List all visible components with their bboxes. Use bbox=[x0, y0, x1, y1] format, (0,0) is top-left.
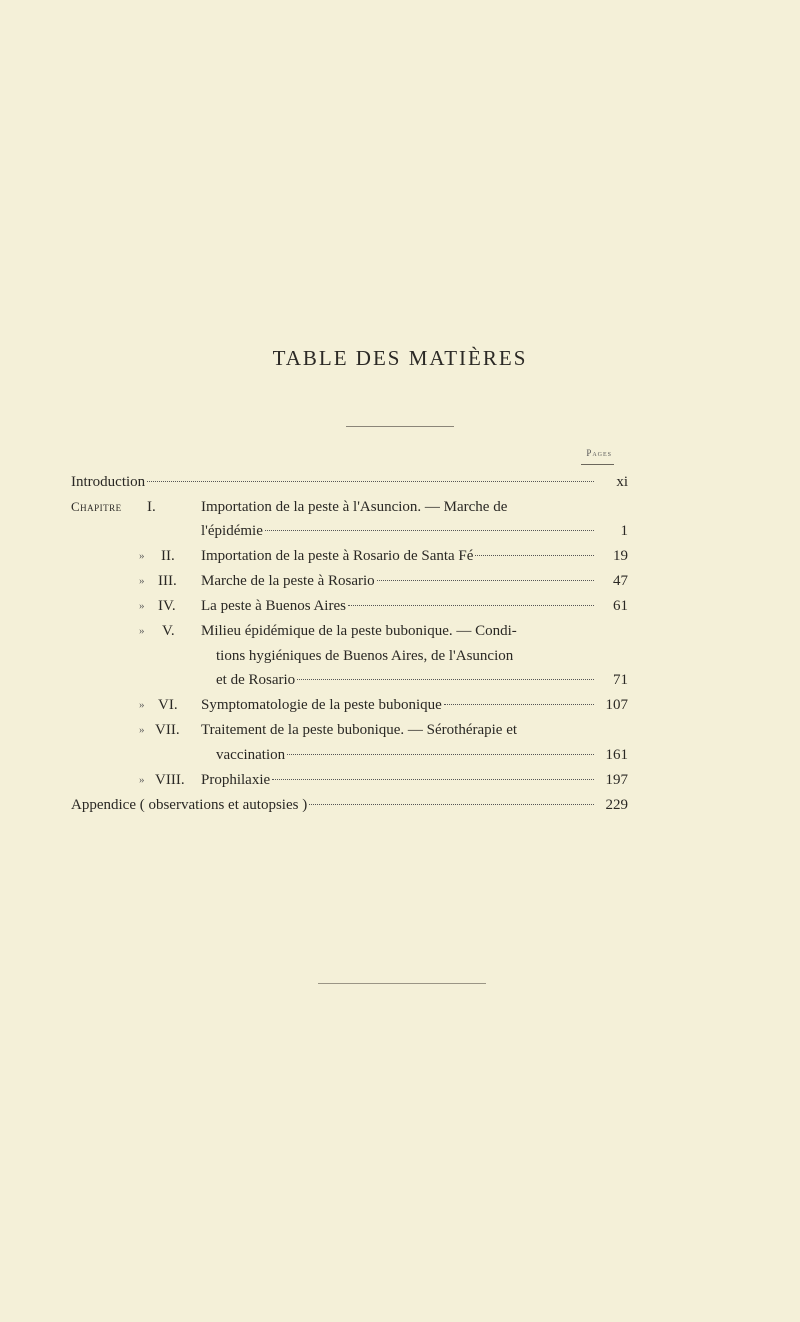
leader-dots bbox=[444, 704, 594, 705]
entry-line bbox=[216, 669, 600, 691]
page-number: 71 bbox=[613, 672, 628, 688]
entry-line bbox=[201, 520, 600, 542]
entry-title-line-2: tions hygiéniques de Buenos Aires, de l'Asuncion bbox=[216, 648, 514, 664]
entry-title: La peste à Buenos Aires bbox=[201, 598, 346, 614]
leader-dots bbox=[309, 804, 594, 805]
page-number: 107 bbox=[605, 697, 628, 713]
chapter-number: II. bbox=[161, 548, 175, 564]
page-number: 61 bbox=[613, 598, 628, 614]
chapter-number: IV. bbox=[158, 598, 176, 614]
chapter-label: Chapitre bbox=[71, 499, 122, 514]
toc-entry-chapter-4[interactable] bbox=[0, 595, 800, 617]
entry-line bbox=[216, 744, 600, 766]
toc-entry-chapter-6[interactable] bbox=[0, 694, 800, 716]
entry-title: Prophilaxie bbox=[201, 772, 271, 788]
entry-title: Introduction bbox=[71, 474, 146, 490]
entry-title-line-1: Traitement de la peste bubonique. — Sérothérapie et bbox=[201, 722, 518, 738]
chapter-number: VIII. bbox=[155, 772, 185, 788]
ditto-mark: » bbox=[139, 724, 145, 736]
entry-title-line-1: Milieu épidémique de la peste bubonique. — Condi- bbox=[201, 623, 517, 639]
toc-entry-chapter-7-cont[interactable] bbox=[0, 744, 800, 766]
page-title: TABLE DES MATIÈRES bbox=[272, 346, 528, 370]
page-number: xi bbox=[616, 474, 628, 490]
leader-dots bbox=[377, 580, 594, 581]
leader-dots bbox=[348, 605, 594, 606]
toc-entry-chapter-2[interactable] bbox=[0, 545, 800, 567]
chapter-number: VI. bbox=[158, 697, 178, 713]
pages-column-header: Pages bbox=[586, 448, 612, 458]
leader-dots bbox=[265, 530, 594, 531]
entry-line bbox=[201, 694, 600, 716]
closing-rule bbox=[318, 983, 486, 984]
entry-line bbox=[201, 545, 600, 567]
entry-title: Marche de la peste à Rosario bbox=[201, 573, 375, 589]
ditto-mark: » bbox=[139, 575, 145, 587]
entry-title-line-1: Importation de la peste à l'Asuncion. — Marche de bbox=[201, 499, 508, 515]
toc-entry-chapter-5[interactable] bbox=[0, 620, 800, 642]
ditto-mark: » bbox=[139, 699, 145, 711]
page-number: 19 bbox=[613, 548, 628, 564]
entry-line bbox=[71, 471, 600, 493]
chapter-number: VII. bbox=[155, 722, 180, 738]
toc-entry-chapter-5-cont-2[interactable] bbox=[0, 669, 800, 691]
leader-dots bbox=[287, 754, 594, 755]
leader-dots bbox=[147, 481, 594, 482]
entry-line bbox=[201, 595, 600, 617]
chapter-number: V. bbox=[162, 623, 175, 639]
toc-entry-chapter-5-cont[interactable] bbox=[0, 645, 800, 667]
chapter-number: I. bbox=[147, 499, 156, 515]
page-number: 197 bbox=[605, 772, 628, 788]
entry-title: Symptomatologie de la peste bubonique bbox=[201, 697, 442, 713]
toc-entry-chapter-1[interactable] bbox=[0, 496, 800, 518]
ditto-mark: » bbox=[139, 774, 145, 786]
leader-dots bbox=[475, 555, 594, 556]
entry-title: Importation de la peste à Rosario de Santa Fé bbox=[201, 548, 474, 564]
ditto-mark: » bbox=[139, 550, 145, 562]
leader-dots bbox=[297, 679, 594, 680]
leader-dots bbox=[272, 779, 594, 780]
entry-title-line-2: vaccination bbox=[216, 747, 286, 763]
page-number: 47 bbox=[613, 573, 628, 589]
page-number: 161 bbox=[605, 747, 628, 763]
entry-title-line-2: l'épidémie bbox=[201, 523, 263, 539]
toc-entry-chapter-3[interactable] bbox=[0, 570, 800, 592]
entry-title-line-3: et de Rosario bbox=[216, 672, 296, 688]
page-number: 229 bbox=[605, 797, 628, 813]
entry-line bbox=[201, 570, 600, 592]
ditto-mark: » bbox=[139, 600, 145, 612]
toc-entry-introduction[interactable] bbox=[0, 471, 800, 493]
toc-entry-appendix[interactable] bbox=[0, 794, 800, 816]
page-number: 1 bbox=[620, 523, 628, 539]
toc-entry-chapter-8[interactable] bbox=[0, 769, 800, 791]
chapter-number: III. bbox=[158, 573, 177, 589]
toc-entry-chapter-7[interactable] bbox=[0, 719, 800, 741]
entry-title: Appendice ( observations et autopsies ) bbox=[71, 797, 308, 813]
ditto-mark: » bbox=[139, 625, 145, 637]
toc-entry-chapter-1-cont[interactable] bbox=[0, 520, 800, 542]
entry-line bbox=[71, 794, 600, 816]
entry-line bbox=[201, 769, 600, 791]
